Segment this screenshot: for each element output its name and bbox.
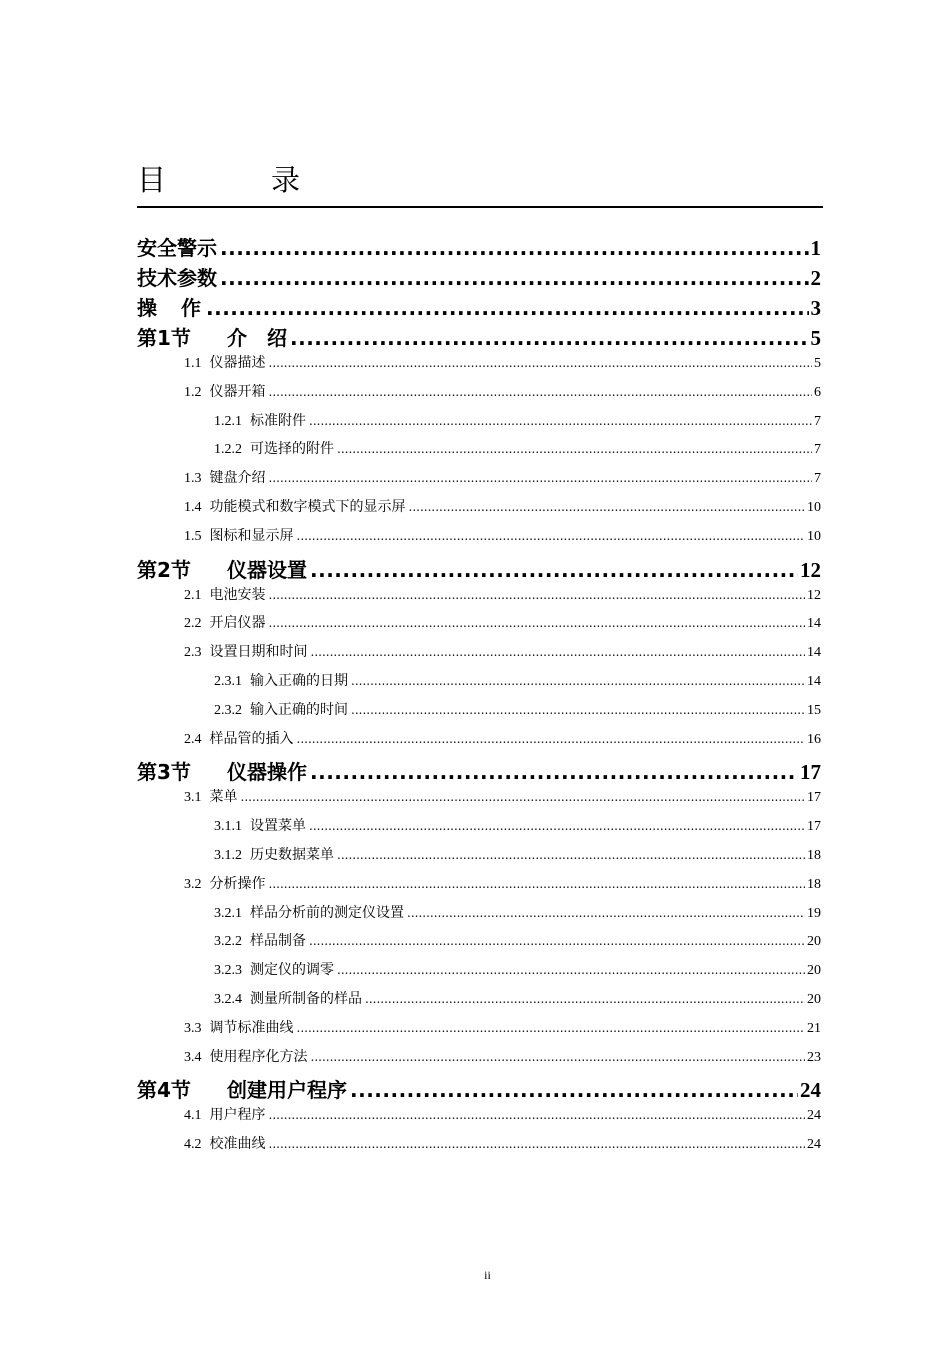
dot-leader: [309, 414, 812, 428]
toc-page-number: 12: [800, 557, 821, 582]
toc-entry[interactable]: [137, 496, 821, 525]
toc-page-number: 14: [807, 645, 821, 661]
toc-entry-safety[interactable]: [137, 232, 821, 262]
toc-entry-label: 样品分析前的测定仪设置: [250, 904, 404, 921]
dot-leader: [269, 356, 813, 370]
toc-entry-label: 调节标准曲线: [209, 1019, 294, 1036]
toc-page-number: 21: [807, 1020, 821, 1036]
toc-entry[interactable]: [137, 584, 821, 613]
dot-leader: [269, 385, 813, 399]
dot-leader: [310, 760, 798, 784]
dot-leader: [409, 500, 806, 514]
toc-entry-number: 2.2: [184, 616, 202, 632]
toc-page-number: 20: [807, 991, 821, 1007]
toc-entry[interactable]: [137, 699, 821, 728]
toc-entry[interactable]: [137, 612, 821, 641]
toc-entry-label: 操 作: [137, 296, 203, 320]
toc-entry-label: 图标和显示屏: [209, 527, 294, 544]
toc-entry[interactable]: [137, 1046, 821, 1075]
dot-leader: [311, 1050, 806, 1064]
toc-entry[interactable]: [137, 1133, 821, 1162]
toc-page-number: 10: [807, 528, 821, 544]
toc-entry[interactable]: [137, 410, 821, 439]
toc-entry-label: 介 绍: [227, 326, 287, 350]
toc-page-number: 2: [810, 266, 821, 290]
dot-leader: [309, 934, 805, 948]
toc-entry-label: 分析操作: [209, 875, 266, 892]
toc-page-number: 17: [807, 819, 821, 835]
dot-leader: [290, 326, 809, 350]
toc-entry-label: 历史数据菜单: [250, 846, 334, 863]
toc-entry-label: 用户程序: [209, 1107, 266, 1124]
dot-leader: [241, 790, 806, 804]
toc-entry-label: 电池安装: [209, 586, 266, 603]
toc-entry-number: 1.5: [184, 528, 202, 544]
toc-entry[interactable]: [137, 467, 821, 496]
dot-leader: [297, 1021, 806, 1035]
dot-leader: [337, 963, 805, 977]
toc-entry-specs[interactable]: [137, 262, 821, 292]
toc-entry-label: 仪器设置: [227, 557, 307, 582]
toc-entry-number: 3.2.4: [214, 991, 242, 1007]
toc-entry-label: 测量所制备的样品: [250, 990, 362, 1007]
toc-page-number: 24: [807, 1108, 821, 1124]
toc-chapter-1[interactable]: [137, 322, 821, 352]
toc-entry-label: 开启仪器: [209, 615, 266, 632]
toc-entry-number: 1.2: [184, 384, 202, 400]
toc-page-number: 12: [807, 587, 821, 603]
dot-leader: [337, 848, 805, 862]
dot-leader: [206, 296, 809, 320]
toc-entry-number: 4.1: [184, 1108, 202, 1124]
toc-entry-number: 3.3: [184, 1020, 202, 1036]
toc-page-number: 20: [807, 934, 821, 950]
toc-entry-label: 安全警示: [137, 236, 217, 260]
toc-entry-label: 设置日期和时间: [209, 644, 308, 661]
dot-leader: [351, 703, 805, 717]
toc-chapter-number: 第2节: [137, 557, 191, 582]
toc-entry[interactable]: [137, 728, 821, 757]
toc-page-number: 16: [807, 731, 821, 747]
toc-entry-number: 2.3.1: [214, 673, 242, 689]
dot-leader: [269, 616, 806, 630]
toc-entry-label: 功能模式和数字模式下的显示屏: [209, 498, 406, 515]
toc-page-number: 15: [807, 702, 821, 718]
dot-leader: [337, 442, 812, 456]
toc-entry-label: 键盘介绍: [209, 470, 266, 487]
dot-leader: [220, 266, 809, 290]
toc-page-number: 6: [814, 384, 821, 400]
toc-page-number: 20: [807, 963, 821, 979]
toc-entry[interactable]: [137, 352, 821, 381]
toc-chapter-4[interactable]: [137, 1074, 821, 1104]
toc-entry[interactable]: [137, 641, 821, 670]
dot-leader: [350, 1078, 798, 1102]
toc-entry-label: 输入正确的时间: [250, 701, 348, 718]
toc-page-number: 24: [807, 1137, 821, 1153]
toc-entry-number: 1.2.2: [214, 442, 242, 458]
toc-entry-number: 2.4: [184, 731, 202, 747]
toc-entry-operation[interactable]: [137, 292, 821, 322]
toc-entry-number: 2.3.2: [214, 702, 242, 718]
dot-leader: [407, 906, 805, 920]
dot-leader: [269, 1108, 806, 1122]
toc-entry-number: 3.2.2: [214, 934, 242, 950]
toc-entry-label: 校准曲线: [209, 1136, 266, 1153]
toc-entry[interactable]: [137, 930, 821, 959]
toc-entry[interactable]: [137, 786, 821, 815]
toc-entry-number: 3.1.2: [214, 847, 242, 863]
dot-leader: [269, 877, 806, 891]
toc-page-number: 10: [807, 499, 821, 515]
dot-leader: [220, 236, 809, 260]
toc-entry-number: 1.3: [184, 471, 202, 487]
toc-page-number: 19: [807, 905, 821, 921]
toc-page-number: 14: [807, 673, 821, 689]
toc-entry-number: 3.2.3: [214, 963, 242, 979]
toc-entry[interactable]: [137, 902, 821, 931]
toc-entry-label: 仪器描述: [209, 355, 266, 371]
toc-entry[interactable]: [137, 959, 821, 988]
toc-chapter-number: 第1节: [137, 326, 191, 350]
toc-entry[interactable]: [137, 525, 821, 554]
toc-entry[interactable]: [137, 988, 821, 1017]
dot-leader: [309, 819, 805, 833]
toc-entry[interactable]: [137, 1104, 821, 1133]
toc-entry-number: 3.4: [184, 1049, 202, 1065]
toc-title: 目 录: [137, 163, 339, 197]
toc-entry-label: 使用程序化方法: [209, 1048, 308, 1065]
dot-leader: [269, 1137, 806, 1151]
toc-entry[interactable]: [137, 873, 821, 902]
table-of-contents: [137, 232, 821, 1162]
toc-entry-label: 技术参数: [137, 266, 217, 290]
toc-entry-number: 4.2: [184, 1137, 202, 1153]
page-number: ii: [484, 1268, 491, 1282]
toc-entry-number: 1.2.1: [214, 413, 242, 429]
toc-entry[interactable]: [137, 1017, 821, 1046]
toc-page-number: 3: [810, 296, 821, 320]
toc-page-number: 5: [810, 326, 821, 350]
toc-entry-label: 创建用户程序: [227, 1078, 347, 1103]
toc-entry-label: 样品管的插入: [209, 730, 294, 747]
toc-entry-label: 测定仪的调零: [250, 962, 334, 979]
toc-entry-label: 输入正确的日期: [250, 672, 348, 689]
toc-entry-number: 1.4: [184, 499, 202, 515]
dot-leader: [297, 732, 806, 746]
toc-entry-label: 仪器操作: [227, 760, 307, 785]
toc-entry-label: 样品制备: [250, 933, 306, 950]
toc-chapter-2[interactable]: [137, 554, 821, 584]
toc-entry-number: 3.2: [184, 876, 202, 892]
dot-leader: [269, 588, 806, 602]
toc-page-number: 5: [814, 356, 821, 371]
toc-entry-number: 2.3: [184, 645, 202, 661]
dot-leader: [297, 529, 806, 543]
toc-page-number: 17: [800, 760, 821, 785]
dot-leader: [311, 645, 806, 659]
toc-chapter-3[interactable]: [137, 756, 821, 786]
toc-entry[interactable]: [137, 381, 821, 410]
toc-entry[interactable]: [137, 438, 821, 467]
title-underline: [137, 206, 823, 208]
toc-entry[interactable]: [137, 815, 821, 844]
toc-chapter-number: 第4节: [137, 1078, 191, 1103]
toc-entry-label: 可选择的附件: [250, 441, 334, 458]
dot-leader: [365, 992, 805, 1006]
toc-entry-number: 3.1: [184, 790, 202, 806]
toc-page-number: 1: [810, 236, 821, 260]
toc-entry-label: 菜单: [209, 789, 238, 806]
toc-entry-number: 3.1.1: [214, 819, 242, 835]
dot-leader: [269, 471, 813, 485]
toc-entry-number: 3.2.1: [214, 905, 242, 921]
toc-entry[interactable]: [137, 844, 821, 873]
toc-page-number: 7: [814, 413, 821, 429]
toc-entry-number: 2.1: [184, 587, 202, 603]
toc-entry[interactable]: [137, 670, 821, 699]
toc-chapter-number: 第3节: [137, 760, 191, 785]
toc-entry-number: 1.1: [184, 356, 202, 371]
toc-page-number: 7: [814, 442, 821, 458]
toc-entry-label: 仪器开箱: [209, 383, 266, 400]
toc-page-number: 18: [807, 847, 821, 863]
dot-leader: [310, 558, 798, 582]
toc-page-number: 18: [807, 876, 821, 892]
toc-entry-label: 标准附件: [250, 412, 306, 429]
toc-page-number: 24: [800, 1078, 821, 1103]
toc-page-number: 14: [807, 616, 821, 632]
dot-leader: [351, 674, 805, 688]
toc-entry-label: 设置菜单: [250, 818, 306, 835]
toc-page-number: 7: [814, 471, 821, 487]
toc-page-number: 17: [807, 790, 821, 806]
toc-page-number: 23: [807, 1049, 821, 1065]
